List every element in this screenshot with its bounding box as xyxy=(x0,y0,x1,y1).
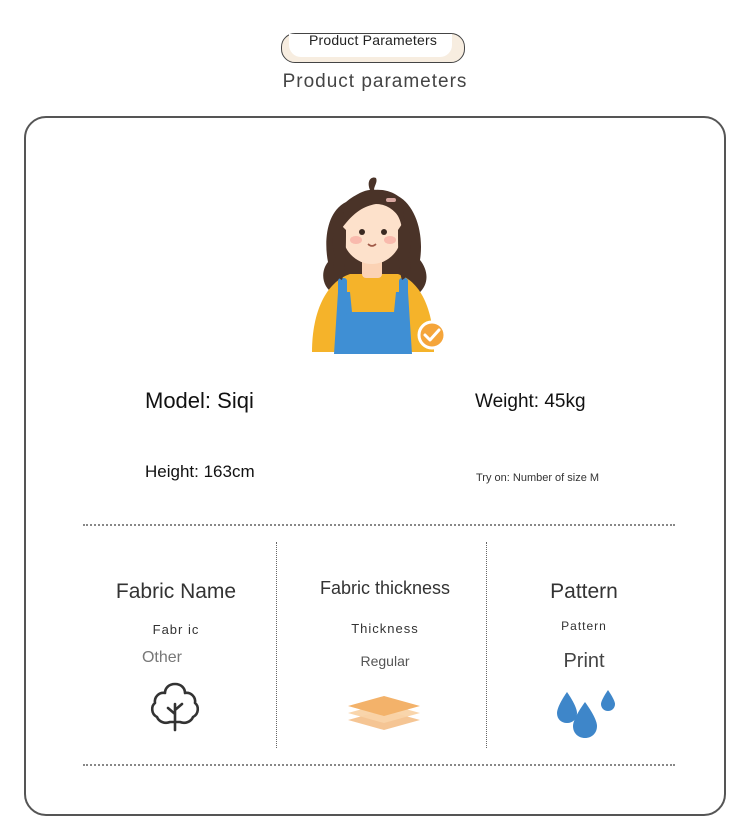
attribute-subtitle: Pattern xyxy=(561,619,607,633)
attribute-value: Print xyxy=(563,650,605,672)
divider-top xyxy=(83,524,675,526)
attribute-value: Other xyxy=(141,649,182,666)
attribute-title: Fabric Name xyxy=(115,580,237,603)
attribute-subtitle: Thickness xyxy=(351,621,419,636)
attribute-subtitle: Fabr ic xyxy=(152,622,200,637)
attribute-title: Pattern xyxy=(550,580,618,603)
attribute-title: Fabric thickness xyxy=(319,578,451,598)
column-divider-2 xyxy=(486,542,487,748)
model-height: Height: 163cm xyxy=(145,462,255,481)
water-drops-icon xyxy=(555,688,619,740)
section-title-label: Product Parameters xyxy=(308,32,438,48)
model-name: Model: Siqi xyxy=(145,388,254,413)
cotton-tree-icon xyxy=(149,680,201,732)
divider-bottom xyxy=(83,764,675,766)
column-divider-1 xyxy=(276,542,277,748)
model-avatar xyxy=(306,172,448,354)
attribute-value: Regular xyxy=(360,653,410,669)
section-title-pill xyxy=(281,33,465,63)
try-on-size: Try on: Number of size M xyxy=(476,472,600,484)
fabric-layers-icon xyxy=(346,694,422,734)
section-subtitle: Product parameters xyxy=(282,71,468,92)
verified-check-icon xyxy=(419,322,445,348)
model-weight: Weight: 45kg xyxy=(475,391,586,412)
